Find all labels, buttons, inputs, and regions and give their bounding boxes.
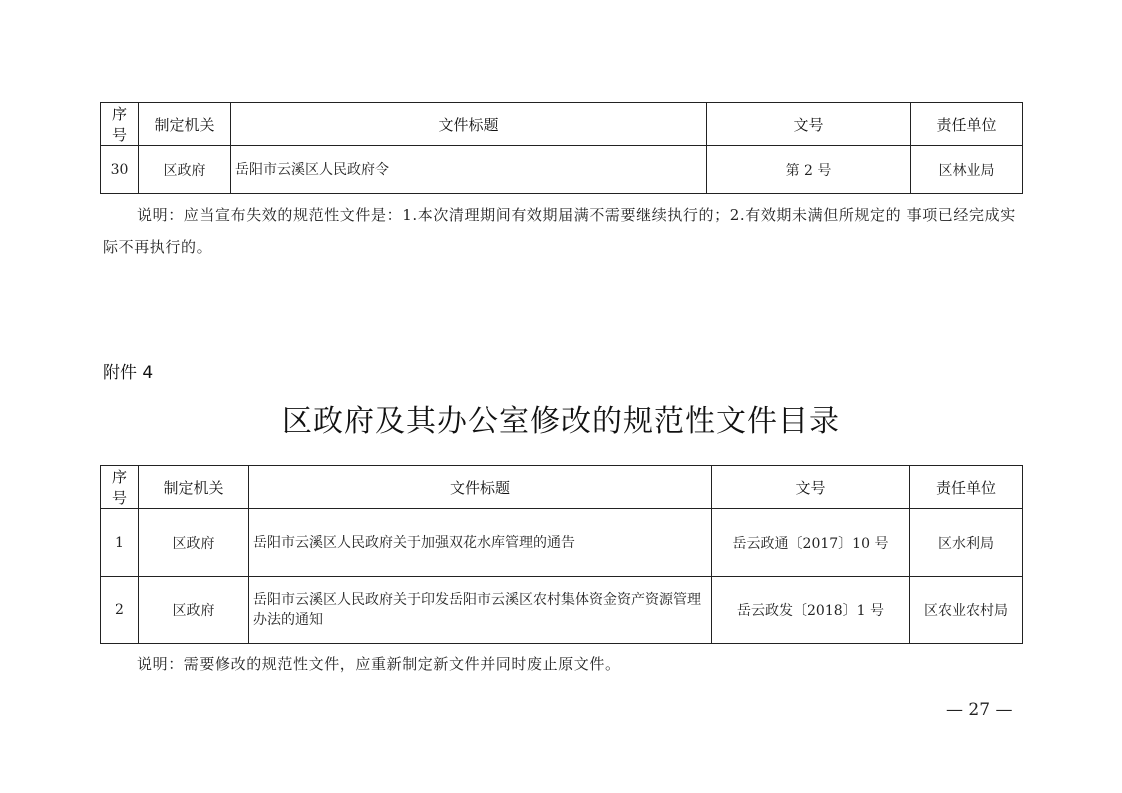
header-unit: 责任单位: [911, 103, 1023, 146]
header-no: 序号: [101, 466, 139, 509]
cell-agency: 区政府: [139, 509, 249, 577]
cell-doc-no: 岳云政通〔2017〕10 号: [712, 509, 910, 577]
header-doc-no: 文号: [712, 466, 910, 509]
cell-agency: 区政府: [139, 146, 231, 194]
header-title: 文件标题: [249, 466, 712, 509]
attachment-label: 附件 4: [103, 363, 154, 383]
note-repealed: 说明：应当宣布失效的规范性文件是：1.本次清理期间有效期届满不需要继续执行的；2.有效期未满但所规定的 事项已经完成实际不再执行的。: [103, 206, 1016, 256]
header-unit: 责任单位: [910, 466, 1023, 509]
page-number: — 27 —: [946, 700, 1013, 720]
header-title: 文件标题: [231, 103, 707, 146]
cell-no: 1: [101, 509, 139, 577]
table-row: [101, 146, 1023, 194]
cell-title: 岳阳市云溪区人民政府关于印发岳阳市云溪区农村集体资金资产资源管理办法的通知: [249, 577, 712, 644]
cell-title: 岳阳市云溪区人民政府关于加强双花水库管理的通告: [249, 509, 712, 577]
cell-doc-no: 岳云政发〔2018〕1 号: [712, 577, 910, 644]
cell-title: 岳阳市云溪区人民政府令: [231, 146, 707, 194]
cell-doc-no: 第 2 号: [707, 146, 911, 194]
header-agency: 制定机关: [139, 466, 249, 509]
cell-unit: 区林业局: [911, 146, 1023, 194]
cell-agency: 区政府: [139, 577, 249, 644]
header-agency: 制定机关: [139, 103, 231, 146]
header-doc-no: 文号: [707, 103, 911, 146]
table-row: [101, 577, 1023, 644]
amended-documents-table: [100, 465, 1023, 644]
cell-no: 2: [101, 577, 139, 644]
cell-no: 30: [101, 146, 139, 194]
repealed-documents-table: [100, 102, 1023, 194]
cell-unit: 区农业农村局: [910, 577, 1023, 644]
cell-unit: 区水利局: [910, 509, 1023, 577]
table-header-row: [101, 103, 1023, 146]
page-title: 区政府及其办公室修改的规范性文件目录: [282, 404, 840, 439]
table-row: [101, 509, 1023, 577]
table-header-row: [101, 466, 1023, 509]
header-no: 序号: [101, 103, 139, 146]
note-amended: 说明：需要修改的规范性文件，应重新制定新文件并同时废止原文件。: [137, 655, 621, 673]
